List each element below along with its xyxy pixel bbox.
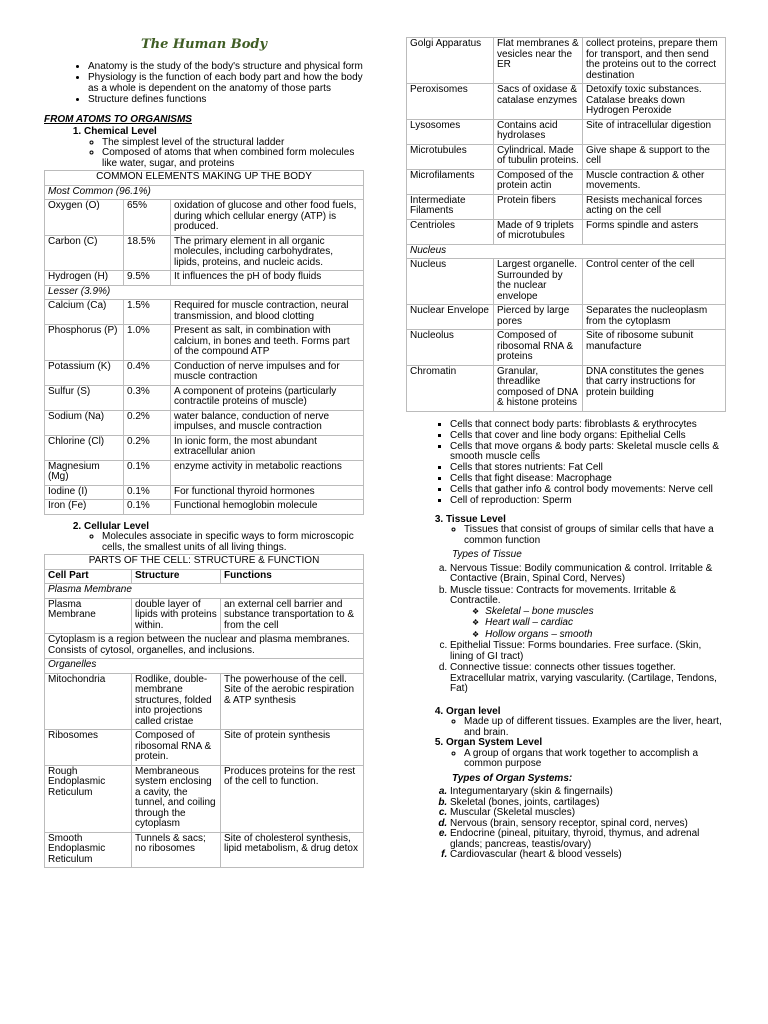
organ-system-points (446, 749, 726, 770)
table-cell-part: Microtubules (407, 144, 494, 169)
table-caption: COMMON ELEMENTS MAKING UP THE BODY (45, 171, 364, 186)
table-cell-function: DNA constitutes the genes that carry instructions for protein building (583, 365, 726, 411)
table-row (407, 259, 726, 305)
right-column (406, 37, 726, 861)
level-list-2 (44, 522, 364, 554)
table-cell-structure: Tunnels & sacs; no ribosomes (132, 832, 221, 868)
table-cell-structure: Protein fibers (494, 194, 583, 219)
page-title: The Human Body (140, 37, 268, 52)
table-cell-structure: double layer of lipids with proteins within. (132, 598, 221, 634)
table-cell-pct: 65% (124, 200, 171, 236)
table-row (45, 500, 364, 515)
table-cell-part: Lysosomes (407, 119, 494, 144)
table-cell-pct: 9.5% (124, 271, 171, 286)
muscle-tissue-text: Muscle tissue: Contracts for movements. Irritable & Contractile. (450, 584, 677, 606)
table-row (45, 765, 364, 832)
list-item: ▪ Cell of reproduction: Sperm (450, 496, 726, 507)
table-cell-part: Microfilaments (407, 169, 494, 194)
table-row (45, 300, 364, 325)
table-cell-structure: Composed of ribosomal RNA & proteins (494, 330, 583, 366)
list-item: f. Cardiovascular (heart & blood vessels) (450, 850, 726, 861)
table-cell-pct: 18.5% (124, 235, 171, 271)
list-item (450, 586, 726, 641)
list-item: b. Skeletal (bones, joints, cartilages) (450, 798, 726, 809)
table-cell-part: Mitochondria (45, 673, 132, 730)
table-cell-name: Iron (Fe) (45, 500, 124, 515)
table-cell-role: oxidation of glucose and other food fuels, during which cellular energy (ATP) is produced. (171, 200, 364, 236)
table-row (407, 169, 726, 194)
list-item: d. Nervous (brain, sensory receptor, spinal cord, nerves) (450, 819, 726, 830)
table-cell-pct: 1.5% (124, 300, 171, 325)
table-cell-pct: 0.3% (124, 385, 171, 410)
table-cell-pct: 1.0% (124, 325, 171, 361)
table-cell-role: In ionic form, the most abundant extracellular anion (171, 435, 364, 460)
table-row (45, 410, 364, 435)
table-cell-structure: Contains acid hydrolases (494, 119, 583, 144)
table-cell-part: Ribosomes (45, 730, 132, 766)
table-cell-name: Sulfur (S) (45, 385, 124, 410)
table-cell-role: water balance, conduction of nerve impulses, and muscle contraction (171, 410, 364, 435)
tissue-types-list (406, 564, 726, 695)
list-item: ◦ Composed of atoms that when combined form molecules like water, sugar, and proteins (102, 148, 364, 169)
organelle-rows (45, 673, 364, 868)
table-cell-function: Forms spindle and asters (583, 219, 726, 244)
cellular-level (84, 522, 364, 554)
list-item: c. Epithelial Tissue: Forms boundaries. Free surface. (Skin, lining of GI tract) (450, 641, 726, 662)
table-cell-structure: Composed of the protein actin (494, 169, 583, 194)
nucleus-rows (407, 259, 726, 412)
list-item: a. Integumentaryary (skin & fingernails) (450, 787, 726, 798)
table-cell-name: Hydrogen (H) (45, 271, 124, 286)
table-cell-structure: Membraneous system enclosing a cavity, the tunnel, and coiling through the cytoplasm (132, 765, 221, 832)
organ-level (446, 707, 726, 739)
table-cell-part: Rough Endoplasmic Reticulum (45, 765, 132, 832)
table-cell-part: Peroxisomes (407, 84, 494, 120)
table-cell-function: Site of ribosome subunit manufacture (583, 330, 726, 366)
cell-parts-table-continued (406, 37, 726, 412)
table-cell-function: an external cell barrier and substance transportation to & from the cell (221, 598, 364, 634)
table-cell-role: It influences the pH of body fluids (171, 271, 364, 286)
table-cell-pct: 0.1% (124, 460, 171, 485)
lesser-elements (45, 300, 364, 515)
list-item: ▪ Cells that move organs & body parts: Skeletal muscle cells & smooth muscle cells (450, 442, 726, 463)
list-item: ▪ Cells that gather info & control body movements: Nerve cell (450, 485, 726, 496)
list-item: e. Endocrine (pineal, pituitary, thyroid, thymus, and adrenal glands; pancreas, teastis/ovary) (450, 829, 726, 850)
table-cell-name: Potassium (K) (45, 360, 124, 385)
level-heading: Tissue Level (446, 513, 506, 525)
chemical-level (84, 127, 364, 169)
table-cell-structure: Pierced by large pores (494, 305, 583, 330)
list-item: • Physiology is the function of each body part and how the body as a whole is dependent on the anatomy of those parts (88, 73, 364, 94)
table-cell-role: For functional thyroid hormones (171, 485, 364, 500)
list-item: ▪ Cells that cover and line body organs: Epithelial Cells (450, 431, 726, 442)
table-cell-function: Separates the nucleoplasm from the cytoplasm (583, 305, 726, 330)
cell-types-list (406, 420, 726, 507)
table-row (45, 832, 364, 868)
table-subheading: Organelles (45, 659, 364, 674)
table-row (45, 200, 364, 236)
table-cell-function: Resists mechanical forces acting on the cell (583, 194, 726, 219)
table-cell-part: Nuclear Envelope (407, 305, 494, 330)
list-item: ▪ Cells that connect body parts: fibroblasts & erythrocytes (450, 420, 726, 431)
table-row (45, 271, 364, 286)
level-list-4 (406, 707, 726, 770)
table-cell-part: Golgi Apparatus (407, 38, 494, 84)
organ-system-types-list (406, 787, 726, 861)
list-item: a. Nervous Tissue: Bodily communication & control. Irritable & Contactive (Brain, Spinal Cord, Nerves) (450, 564, 726, 585)
table-row (407, 38, 726, 84)
table-row (45, 598, 364, 634)
table-row (407, 219, 726, 244)
organ-system-types-label: Types of Organ Systems: (452, 772, 573, 784)
table-cell-function: collect proteins, prepare them for transport, and then send the proteins out to the correct destination (583, 38, 726, 84)
table-row (45, 385, 364, 410)
table-cell-function: Control center of the cell (583, 259, 726, 305)
table-row (45, 730, 364, 766)
list-item: • Structure defines functions (88, 95, 364, 106)
list-item: ◦ The simplest level of the structural ladder (102, 138, 364, 149)
level-heading: Organ level (446, 705, 501, 717)
table-row (407, 330, 726, 366)
table-cell-name: Carbon (C) (45, 235, 124, 271)
table-cell-function: Produces proteins for the rest of the cell to function. (221, 765, 364, 832)
list-item: ▪ Cells that fight disease: Macrophage (450, 474, 726, 485)
table-cell-part: Nucleolus (407, 330, 494, 366)
organ-system-level (446, 738, 726, 770)
column-header: Cell Part (45, 569, 132, 584)
table-cell-function: Detoxify toxic substances. Catalase breaks down Hydrogen Peroxide (583, 84, 726, 120)
table-cell-structure: Made of 9 triplets of microtubules (494, 219, 583, 244)
list-item: c. Muscular (Skeletal muscles) (450, 808, 726, 819)
table-cell-role: The primary element in all organic molecules, including carbohydrates, lipids, proteins, and nucleic acids. (171, 235, 364, 271)
table-cell-role: A component of proteins (particularly contractile proteins of muscle) (171, 385, 364, 410)
column-header: Functions (221, 569, 364, 584)
table-row (407, 365, 726, 411)
level-heading: Organ System Level (446, 737, 543, 748)
level-list-3 (406, 515, 726, 547)
table-row (45, 485, 364, 500)
table-row (407, 144, 726, 169)
table-cell-pct: 0.1% (124, 500, 171, 515)
tissue-points (446, 525, 726, 546)
column-header: Structure (132, 569, 221, 584)
intro-list (44, 62, 364, 106)
table-caption: PARTS OF THE CELL: STRUCTURE & FUNCTION (45, 555, 364, 570)
table-cell-structure: Rodlike, double-membrane structures, folded into projections called cristae (132, 673, 221, 730)
table-cell-structure: Composed of ribosomal RNA & protein. (132, 730, 221, 766)
table-row (45, 235, 364, 271)
table-cell-function: Site of cholesterol synthesis, lipid metabolism, & drug detox (221, 832, 364, 868)
organ-points (446, 717, 726, 738)
table-cell-structure: Granular, threadlike composed of DNA & histone proteins (494, 365, 583, 411)
level-list-1 (44, 127, 364, 169)
list-item: ❖ Skeletal – bone muscles (472, 607, 726, 618)
level-heading: Chemical Level (84, 126, 157, 138)
table-cell-part: Plasma Membrane (45, 598, 132, 634)
section-title: FROM ATOMS TO ORGANISMS (44, 113, 192, 125)
table-cell-function: The powerhouse of the cell. Site of the aerobic respiration & ATP synthesis (221, 673, 364, 730)
table-cell-pct: 0.2% (124, 410, 171, 435)
cellular-points (84, 532, 364, 553)
table-cell-part: Intermediate Filaments (407, 194, 494, 219)
table-cell-structure: Cylindrical. Made of tubulin proteins. (494, 144, 583, 169)
list-item: d. Connective tissue: connects other tissues together. Extracellular matrix, varying vascularity. (Cartilage, Tendons, Fat) (450, 663, 726, 695)
table-cell-part: Chromatin (407, 365, 494, 411)
table-subheading: Nucleus (407, 244, 726, 259)
table-cell-structure: Sacs of oxidase & catalase enzymes (494, 84, 583, 120)
table-cell-structure: Flat membranes & vesicles near the ER (494, 38, 583, 84)
table-cell-name: Calcium (Ca) (45, 300, 124, 325)
table-row (45, 325, 364, 361)
table-subheading: Plasma Membrane (45, 584, 364, 599)
table-cell-function: Site of protein synthesis (221, 730, 364, 766)
table-row (45, 460, 364, 485)
list-item: ❖ Hollow organs – smooth (472, 630, 726, 641)
table-cell-name: Oxygen (O) (45, 200, 124, 236)
muscle-subtypes (450, 607, 726, 641)
table-cell-role: Required for muscle contraction, neural transmission, and blood clotting (171, 300, 364, 325)
chemical-points (84, 138, 364, 170)
tissue-level (446, 515, 726, 547)
table-row (45, 435, 364, 460)
elements-table (44, 170, 364, 515)
table-cell-name: Sodium (Na) (45, 410, 124, 435)
table-cell-pct: 0.1% (124, 485, 171, 500)
list-item: ◦ Molecules associate in specific ways to form microscopic cells, the smallest units of all living things. (102, 532, 364, 553)
table-subheading: Lesser (3.9%) (45, 285, 364, 300)
table-cell-role: Present as salt, in combination with calcium, in bones and teeth. Forms part of the compound ATP (171, 325, 364, 361)
table-cell-name: Chlorine (Cl) (45, 435, 124, 460)
table-row (407, 194, 726, 219)
table-cell-part: Smooth Endoplasmic Reticulum (45, 832, 132, 868)
tissue-types-label: Types of Tissue (452, 549, 522, 560)
table-cell-name: Magnesium (Mg) (45, 460, 124, 485)
common-elements (45, 200, 364, 286)
cell-parts-table (44, 554, 364, 868)
list-item: ◦ A group of organs that work together to accomplish a common purpose (464, 749, 726, 770)
table-row (407, 305, 726, 330)
table-row (407, 119, 726, 144)
cytoplasm-note: Cytoplasm is a region between the nuclear and plasma membranes. Consists of cytosol, organelles, and inclusions. (45, 634, 364, 659)
table-cell-name: Iodine (I) (45, 485, 124, 500)
table-cell-name: Phosphorus (P) (45, 325, 124, 361)
table-cell-role: Functional hemoglobin molecule (171, 500, 364, 515)
table-row (45, 360, 364, 385)
list-item: • Anatomy is the study of the body's structure and physical form (88, 62, 364, 73)
table-cell-function: Give shape & support to the cell (583, 144, 726, 169)
table-cell-part: Nucleus (407, 259, 494, 305)
list-item: ▪ Cells that stores nutrients: Fat Cell (450, 463, 726, 474)
left-column (44, 0, 364, 868)
list-item: ❖ Heart wall – cardiac (472, 618, 726, 629)
plasma-rows (45, 598, 364, 634)
table-cell-part: Centrioles (407, 219, 494, 244)
table-cell-function: Site of intracellular digestion (583, 119, 726, 144)
table-cell-pct: 0.2% (124, 435, 171, 460)
table-row (45, 673, 364, 730)
level-heading: Cellular Level (84, 520, 150, 532)
list-item: ◦ Made up of different tissues. Examples are the liver, heart, and brain. (464, 717, 726, 738)
table-subheading: Most Common (96.1%) (45, 185, 364, 200)
list-item: ◦ Tissues that consist of groups of similar cells that have a common function (464, 525, 726, 546)
table-cell-role: enzyme activity in metabolic reactions (171, 460, 364, 485)
table-cell-function: Muscle contraction & other movements. (583, 169, 726, 194)
table-cell-pct: 0.4% (124, 360, 171, 385)
table-cell-role: Conduction of nerve impulses and for muscle contraction (171, 360, 364, 385)
organelle-rows (407, 38, 726, 245)
table-cell-structure: Largest organelle. Surrounded by the nuclear envelope (494, 259, 583, 305)
table-row (407, 84, 726, 120)
